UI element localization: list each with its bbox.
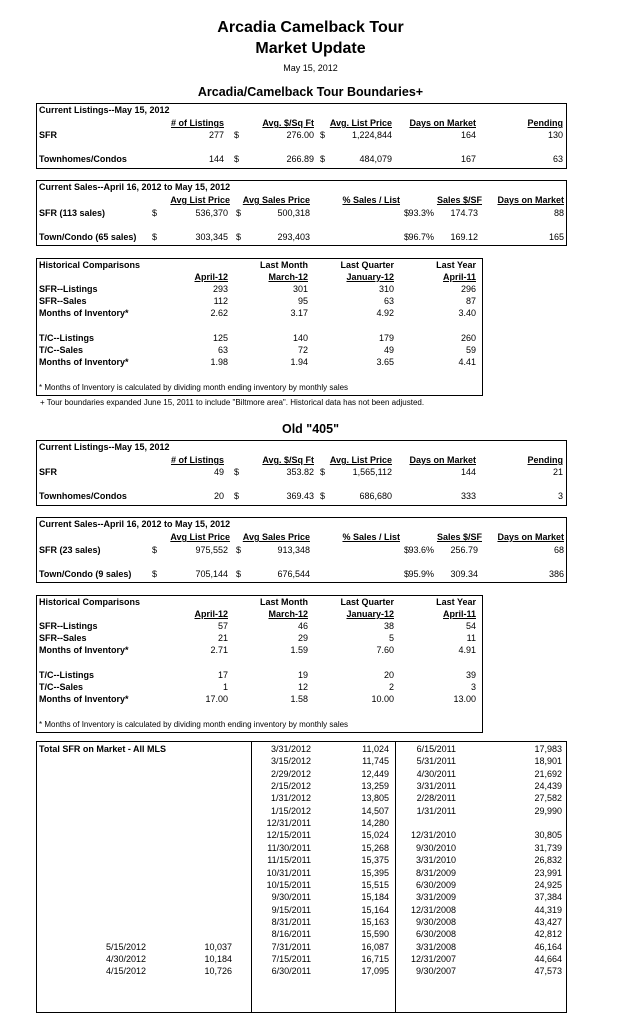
sales-header: Sales $/SF [436,195,482,205]
total-date: 3/31/2008 [415,941,456,952]
historical-value: 46 [297,621,308,631]
total-date: 4/30/2011 [416,768,456,779]
dollar-sign: $ [404,545,410,555]
total-count: 44,664 [534,953,562,964]
total-date: 1/31/2011 [416,805,456,816]
dollar-sign: $ [234,467,240,477]
total-count: 10,184 [204,953,232,964]
historical-value: 13.00 [453,694,476,704]
historical-col-header: April-12 [194,272,228,282]
total-count: 12,449 [361,768,389,779]
avg-list-price: 1,224,844 [351,130,392,140]
total-count: 15,163 [361,916,389,927]
sales-to-list-pct: 93.6% [408,545,434,555]
dollar-sign: $ [236,208,242,218]
avg-sales-price: 500,318 [277,208,310,218]
historical-value: 112 [213,296,228,306]
historical-value: 72 [297,345,308,355]
historical-value: 310 [378,284,394,294]
total-count: 29,990 [534,805,562,816]
listings-count: 277 [208,130,224,140]
avg-list-price: 686,680 [359,491,392,501]
total-count: 24,925 [534,879,562,890]
historical-col-header: March-12 [268,609,308,619]
title-line-2: Market Update [255,40,366,57]
avg-per-sqft: 353.82 [286,467,314,477]
historical-value: 20 [383,670,394,680]
total-sfr-title: Total SFR on Market - All MLS [39,744,167,754]
historical-value: 59 [465,345,476,355]
total-count: 47,573 [534,966,562,977]
total-count: 26,832 [534,855,562,866]
historical-value: 1.59 [290,645,308,655]
historical-value: 2.62 [210,308,228,318]
total-date: 11/30/2011 [267,842,311,853]
historical-value: 4.91 [458,645,476,655]
column-divider [395,741,396,1013]
total-date: 3/31/2009 [415,892,456,903]
avg-list-price: 303,345 [195,232,228,242]
historical-value: 63 [383,296,394,306]
historical-col-header: April-11 [442,609,476,619]
inventory-footnote: * Months of Inventory is calculated by dividing month ending inventory by monthly sales [39,383,349,392]
dollar-sign: $ [320,154,326,164]
total-date: 4/15/2012 [105,966,146,977]
historical-value: 87 [465,296,476,306]
total-count: 11,745 [362,756,389,767]
sales-header: Avg List Price [170,195,230,205]
historical-value: 3.40 [458,308,476,318]
total-date: 12/31/2011 [266,818,311,829]
listings-row-label: SFR [39,467,57,477]
total-count: 18,901 [534,756,562,767]
total-date: 7/31/2011 [271,941,311,952]
sales-header: Avg Sales Price [242,195,310,205]
historical-value: 57 [217,621,228,631]
sales-header: % Sales / List [342,532,400,542]
sales-title: Current Sales--April 16, 2012 to May 15, 2012 [39,519,231,529]
historical-row-label: SFR--Listings [39,284,98,294]
dollar-sign: $ [234,154,240,164]
total-date: 9/30/2007 [415,966,456,977]
historical-row-label: SFR--Sales [39,296,87,306]
historical-title: Historical Comparisons [39,597,141,607]
listings-header: # of Listings [170,118,224,128]
historical-value: 17.00 [205,694,228,704]
historical-col-top: Last Year [436,260,476,270]
avg-sales-price: 293,403 [277,232,310,242]
historical-value: 11 [466,633,476,643]
total-date: 7/15/2011 [271,953,311,964]
avg-list-price: 1,565,112 [352,467,392,477]
listings-header: Pending [527,455,563,465]
sales-header: Avg Sales Price [242,532,310,542]
sales-header: % Sales / List [342,195,400,205]
total-count: 16,715 [361,953,389,964]
historical-value: 4.41 [458,357,476,367]
total-date: 12/31/2008 [410,904,456,915]
inventory-footnote: * Months of Inventory is calculated by dividing month ending inventory by monthly sales [39,720,349,729]
historical-value: 1.94 [290,357,308,367]
avg-per-sqft: 276.00 [286,130,314,140]
total-count: 14,507 [361,805,389,816]
total-count: 15,184 [361,892,389,903]
listings-count: 20 [213,491,224,501]
total-count: 24,439 [534,781,562,792]
total-date: 3/31/2012 [270,744,311,754]
avg-sales-price: 913,348 [277,545,310,555]
total-count: 13,805 [361,793,389,804]
title-line-1: Arcadia Camelback Tour [217,19,404,36]
listings-title: Current Listings--May 15, 2012 [39,105,170,115]
dollar-sign: $ [152,232,158,242]
days-on-market: 386 [548,569,564,579]
sales-per-sqft: 169.12 [450,232,478,242]
total-count: 21,692 [534,768,562,779]
historical-row-label: Months of Inventory* [39,645,129,655]
total-count: 30,805 [534,830,562,841]
listings-header: Avg. $/Sq Ft [262,455,314,465]
historical-title: Historical Comparisons [39,260,141,270]
historical-value: 7.60 [376,645,394,655]
total-count: 46,164 [534,941,562,952]
historical-col-top: Last Quarter [340,597,394,607]
avg-list-price: 705,144 [195,569,228,579]
historical-row-label: SFR--Listings [39,621,98,631]
sales-row-label: SFR (113 sales) [39,208,106,218]
total-count: 16,087 [361,941,389,952]
total-date: 2/15/2012 [270,781,311,792]
column-divider [251,741,252,1013]
total-date: 3/15/2012 [270,756,311,767]
dollar-sign: $ [404,569,410,579]
dollar-sign: $ [234,130,240,140]
days-on-market: 333 [460,491,476,501]
sales-to-list-pct: 95.9% [408,569,434,579]
historical-value: 10.00 [371,694,394,704]
listings-count: 49 [213,467,224,477]
historical-value: 1 [222,682,228,692]
total-count: 15,268 [361,842,389,853]
total-date: 4/30/2012 [105,953,146,964]
total-count: 44,319 [534,904,562,915]
sales-header: Days on Market [497,532,564,542]
total-count: 10,726 [204,966,232,977]
total-count: 17,983 [534,744,562,754]
historical-value: 49 [383,345,394,355]
total-count: 11,024 [362,744,389,754]
historical-value: 12 [297,682,308,692]
sales-per-sqft: 174.73 [450,208,478,218]
historical-value: 2 [388,682,394,692]
pending-count: 130 [547,130,563,140]
total-date: 1/15/2012 [270,805,311,816]
historical-value: 3 [470,682,476,692]
total-date: 2/29/2012 [270,768,311,779]
old-405-section-heading: Old "405" [281,422,339,436]
dollar-sign: $ [404,232,410,242]
sales-per-sqft: 309.34 [450,569,478,579]
listings-row-label: Townhomes/Condos [39,154,127,164]
listings-header: Avg. List Price [329,455,392,465]
historical-col-top: Last Year [436,597,476,607]
historical-value: 179 [378,333,394,343]
dollar-sign: $ [236,569,242,579]
listings-header: Days on Market [409,118,476,128]
total-count: 15,590 [361,929,389,940]
historical-row-label: Months of Inventory* [39,308,129,318]
historical-col-header: April-11 [442,272,476,282]
historical-row-label: T/C--Sales [39,682,84,692]
historical-value: 1.58 [290,694,308,704]
historical-value: 5 [388,633,394,643]
dollar-sign: $ [152,208,158,218]
historical-value: 29 [297,633,308,643]
avg-per-sqft: 369.43 [286,491,314,501]
total-date: 9/30/2008 [415,916,456,927]
total-date: 12/15/2011 [266,830,311,841]
total-date: 8/31/2009 [415,867,456,878]
sales-to-list-pct: 96.7% [408,232,434,242]
dollar-sign: $ [152,569,158,579]
dollar-sign: $ [236,545,242,555]
total-count: 10,037 [204,941,232,952]
historical-value: 4.92 [376,308,394,318]
dollar-sign: $ [152,545,158,555]
historical-row-label: Months of Inventory* [39,357,129,367]
listings-count: 144 [208,154,224,164]
total-date: 9/30/2010 [415,842,456,853]
sales-header: Sales $/SF [436,532,482,542]
listings-row-label: SFR [39,130,57,140]
total-date: 3/31/2010 [415,855,456,866]
total-count: 43,427 [534,916,562,927]
avg-per-sqft: 266.89 [286,154,314,164]
arcadia-section-heading: Arcadia/Camelback Tour Boundaries+ [197,85,424,99]
total-count: 15,395 [361,867,389,878]
total-date: 5/31/2011 [416,756,456,767]
total-count: 42,812 [534,929,562,940]
days-on-market: 165 [548,232,564,242]
total-count: 31,739 [534,842,562,853]
listings-header: # of Listings [170,455,224,465]
historical-value: 296 [460,284,476,294]
pending-count: 63 [552,154,563,164]
sales-row-label: Town/Condo (65 sales) [39,232,137,242]
total-date: 9/15/2011 [271,904,311,915]
sales-header: Avg List Price [170,532,230,542]
listings-header: Pending [527,118,563,128]
total-date: 10/15/2011 [266,879,311,890]
historical-value: 293 [212,284,228,294]
pending-count: 3 [557,491,563,501]
historical-value: 140 [292,333,308,343]
historical-col-top: Last Month [260,260,308,270]
historical-value: 38 [383,621,394,631]
dollar-sign: $ [320,130,326,140]
total-date: 8/31/2011 [271,916,311,927]
total-count: 15,024 [361,830,389,841]
total-date: 10/31/2011 [266,867,311,878]
boundary-note: + Tour boundaries expanded June 15, 2011 to include "Biltmore area". Historical data has not been adjusted. [40,398,425,407]
historical-value: 1.98 [210,357,228,367]
total-date: 12/31/2007 [410,953,456,964]
historical-value: 63 [217,345,228,355]
days-on-market: 164 [460,130,476,140]
dollar-sign: $ [404,208,410,218]
listings-header: Days on Market [409,455,476,465]
total-count: 15,164 [361,904,389,915]
total-count: 13,259 [361,781,389,792]
days-on-market: 144 [460,467,476,477]
avg-list-price: 975,552 [195,545,228,555]
historical-col-header: January-12 [346,609,394,619]
total-date: 2/28/2011 [416,793,456,804]
total-date: 11/15/2011 [267,855,311,866]
total-date: 6/30/2008 [415,929,456,940]
historical-value: 3.65 [376,357,394,367]
listings-row-label: Townhomes/Condos [39,491,127,501]
historical-value: 3.17 [290,308,308,318]
total-date: 9/30/2011 [271,892,311,903]
total-count: 15,375 [361,855,389,866]
sales-row-label: SFR (23 sales) [39,545,101,555]
sales-row-label: Town/Condo (9 sales) [39,569,132,579]
total-count: 14,280 [361,818,389,829]
historical-row-label: T/C--Listings [39,333,94,343]
dollar-sign: $ [320,491,326,501]
historical-row-label: T/C--Sales [39,345,84,355]
total-date: 6/30/2011 [271,966,311,977]
historical-value: 125 [212,333,228,343]
total-date: 3/31/2011 [416,781,456,792]
sales-header: Days on Market [497,195,564,205]
pending-count: 21 [552,467,563,477]
historical-row-label: T/C--Listings [39,670,94,680]
total-count: 23,991 [534,867,562,878]
historical-col-header: January-12 [346,272,394,282]
listings-title: Current Listings--May 15, 2012 [39,442,170,452]
total-date: 6/30/2009 [415,879,456,890]
historical-row-label: SFR--Sales [39,633,87,643]
historical-row-label: Months of Inventory* [39,694,129,704]
total-count: 27,582 [534,793,562,804]
total-date: 1/31/2012 [270,793,311,804]
historical-value: 2.71 [210,645,228,655]
dollar-sign: $ [320,467,326,477]
days-on-market: 88 [553,208,564,218]
avg-sales-price: 676,544 [277,569,310,579]
avg-list-price: 484,079 [359,154,392,164]
days-on-market: 68 [553,545,564,555]
historical-value: 54 [465,621,476,631]
total-count: 15,515 [361,879,389,890]
report-date: May 15, 2012 [283,63,338,73]
historical-col-header: April-12 [194,609,228,619]
sales-to-list-pct: 93.3% [408,208,434,218]
total-count: 37,384 [534,892,562,903]
total-date: 8/16/2011 [271,929,311,940]
total-date: 5/15/2012 [105,941,146,952]
listings-header: Avg. $/Sq Ft [262,118,314,128]
historical-value: 301 [292,284,308,294]
historical-value: 17 [217,670,228,680]
listings-header: Avg. List Price [329,118,392,128]
sales-title: Current Sales--April 16, 2012 to May 15, 2012 [39,182,231,192]
dollar-sign: $ [236,232,242,242]
historical-value: 260 [460,333,476,343]
total-count: 17,095 [361,966,389,977]
historical-value: 21 [217,633,228,643]
avg-list-price: 536,370 [195,208,228,218]
sales-per-sqft: 256.79 [450,545,478,555]
historical-col-header: March-12 [268,272,308,282]
historical-value: 95 [297,296,308,306]
historical-value: 39 [465,670,476,680]
historical-value: 19 [297,670,308,680]
total-date: 6/15/2011 [416,744,456,754]
historical-col-top: Last Quarter [340,260,394,270]
days-on-market: 167 [460,154,476,164]
dollar-sign: $ [234,491,240,501]
historical-col-top: Last Month [260,597,308,607]
total-date: 12/31/2010 [410,830,456,841]
